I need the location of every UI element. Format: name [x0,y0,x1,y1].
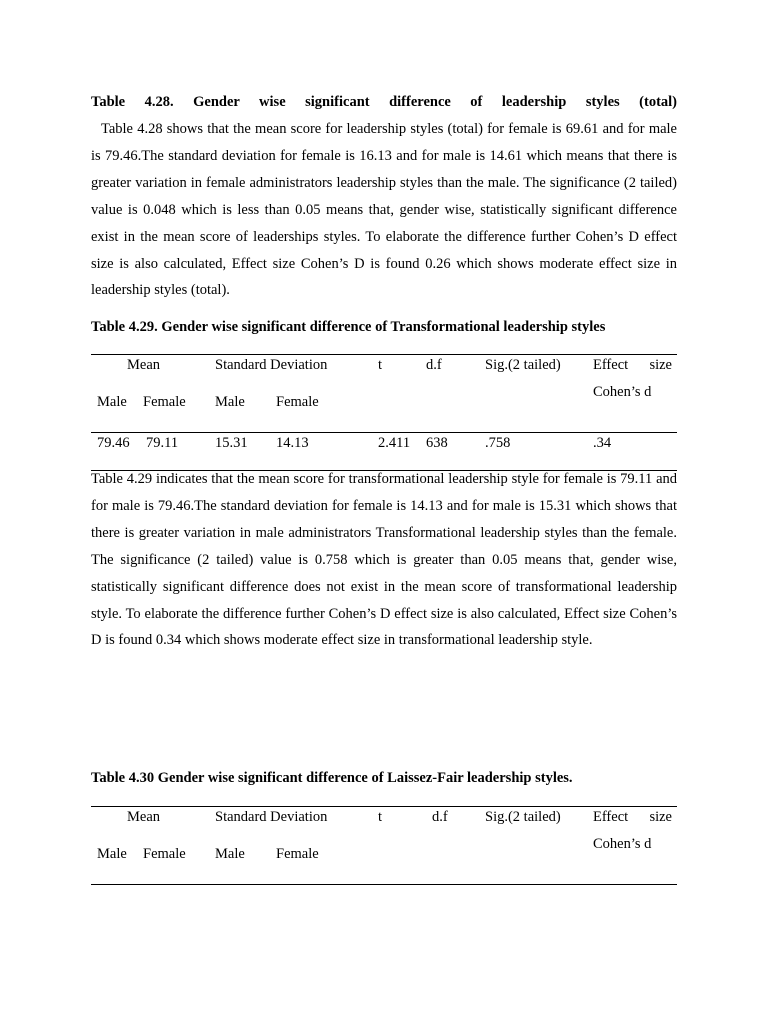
table-4-29-heading: Table 4.29. Gender wise significant difference of Transformational leadership styles [91,319,606,335]
cell-sd-male: 15.31 [215,435,248,451]
col-sd-female: Female [276,846,319,862]
col-t: t [378,809,383,825]
col-cohens-d: Cohen’s d [593,836,652,852]
col-sd-female: Female [276,394,319,410]
col-mean: Mean [127,809,161,825]
cell-mean-male: 79.46 [97,435,130,451]
col-cohens-d: Cohen’s d [593,384,652,400]
table-4-28-heading: Table 4.28. Gender wise significant difference of leadership styles (total) [91,94,677,110]
cell-df: 638 [426,435,448,451]
cell-sig: .758 [485,435,511,451]
cell-sd-female: 14.13 [276,435,309,451]
col-mean-female: Female [143,394,186,410]
col-effect-size: Effect size [593,357,672,373]
table-top-rule [91,806,677,807]
col-std-dev: Standard Deviation [215,809,328,825]
col-df: d.f [432,809,448,825]
table-top-rule [91,354,677,355]
col-std-dev: Standard Deviation [215,357,328,373]
col-effect-size: Effect size [593,809,672,825]
table-4-28-paragraph: Table 4.28 shows that the mean score for leadership styles (total) for female is 69.61 and for male is 79.46.The standard deviation for female is 16.13 and for male is 14.61 which means that there is greater variation in female administrators leadership styles than the male. The significance (2 tailed) value is 0.048 which is less than 0.05 means that, gender wise, statistically significant difference exist in the mean score of leaderships styles. To elaborate the difference further Cohen’s D effect size is also calculated, Effect size Cohen’s D is found 0.26 which shows moderate effect size in leadership styles (total). [91,121,677,299]
col-sd-male: Male [215,846,245,862]
col-mean: Mean [127,357,161,373]
col-mean-female: Female [143,846,186,862]
cell-mean-female: 79.11 [146,435,179,451]
col-mean-male: Male [97,394,127,410]
col-mean-male: Male [97,846,127,862]
col-sig: Sig.(2 tailed) [485,809,561,825]
table-4-29-paragraph: Table 4.29 indicates that the mean score for transformational leadership style for female is 79.11 and for male is 79.46.The standard deviation for female is 14.13 and for male is 15.31 which shows that there is greater variation in male administrators Transformational leadership styles than the female. The significance (2 tailed) value is 0.758 which is greater than 0.05 means that, gender wise, statistically significant difference does not exist in the mean score of transformational leadership style. To elaborate the difference further Cohen’s D effect size is also calculated, Effect size Cohen’s D is found 0.34 which shows moderate effect size in transformational leadership style. [91,471,677,649]
col-sig: Sig.(2 tailed) [485,357,561,373]
table-header-rule [91,884,677,885]
table-header-rule [91,432,677,433]
cell-effect: .34 [593,435,612,451]
table-4-30-heading: Table 4.30 Gender wise significant difference of Laissez-Fair leadership styles. [91,770,573,786]
col-t: t [378,357,383,373]
col-df: d.f [426,357,442,373]
col-sd-male: Male [215,394,245,410]
cell-t: 2.411 [378,435,411,451]
